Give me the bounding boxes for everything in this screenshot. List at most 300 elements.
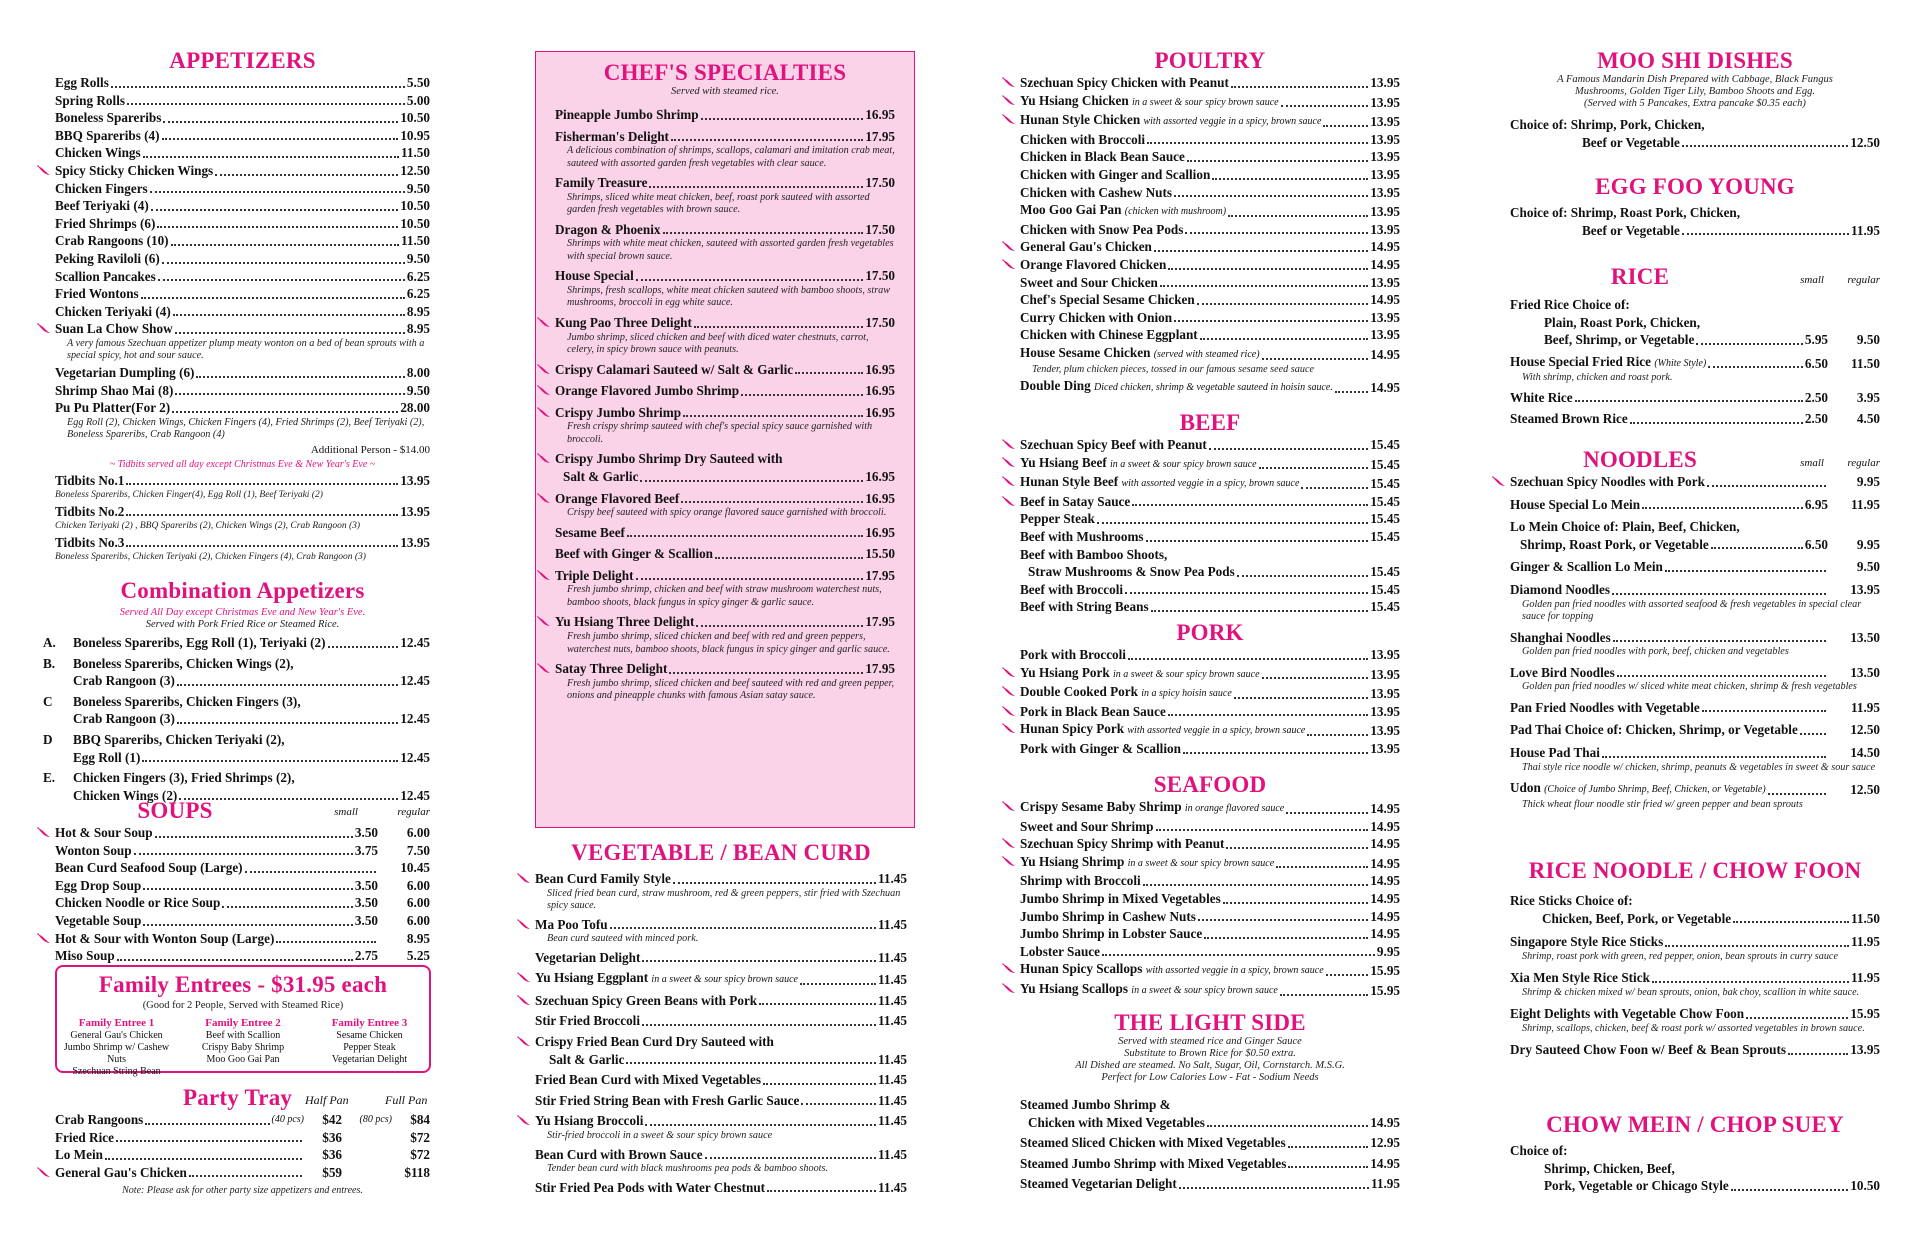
item-name: Szechuan Spicy Beef with Peanut bbox=[1020, 437, 1207, 452]
menu-item-row bbox=[555, 660, 895, 678]
menu-item-row bbox=[55, 894, 430, 912]
menu-item bbox=[1510, 699, 1880, 717]
menu-item-line1 bbox=[1020, 546, 1400, 564]
menu-item bbox=[555, 128, 895, 171]
party-item-name: General Gau's Chicken bbox=[55, 1164, 187, 1180]
item-price: 13.95 bbox=[1370, 309, 1400, 325]
item-name: Tidbits No.3 bbox=[55, 534, 125, 550]
party-half-header: Half Pan bbox=[305, 1093, 349, 1107]
item-price-small: 3.50 bbox=[354, 895, 378, 911]
item-price: 16.95 bbox=[865, 404, 895, 420]
menu-item-row bbox=[1020, 925, 1400, 943]
item-name: Miso Soup bbox=[55, 948, 115, 964]
family-title: Family Entrees - $31.95 each bbox=[98, 972, 388, 997]
menu-item bbox=[535, 1033, 907, 1068]
chowmein-section bbox=[1510, 1112, 1880, 1195]
menu-item-row bbox=[1020, 493, 1400, 511]
family-entree bbox=[57, 1016, 176, 1078]
item-name: Lobster Sauce bbox=[1020, 943, 1100, 959]
item-name: Singapore Style Rice Sticks bbox=[1510, 934, 1664, 950]
menu-item-row bbox=[1020, 111, 1400, 131]
item-name: Chicken with Ginger and Scallion bbox=[1020, 166, 1211, 182]
item-price-small: 2.50 bbox=[1804, 411, 1828, 427]
family-entree-item: Szechuan String Bean bbox=[72, 1066, 161, 1077]
item-name: Ginger & Scallion Lo Mein bbox=[1510, 559, 1663, 575]
party-half-price: $36 bbox=[322, 1147, 342, 1163]
chowmein-line2: Pork, Vegetable or Chicago Style 10.50 bbox=[1544, 1178, 1880, 1194]
item-name: Bean Curd Seafood Soup (Large) bbox=[55, 860, 243, 876]
sub-line: Mushrooms, Golden Tiger Lily, Bamboo Shoots and Egg. bbox=[1575, 86, 1815, 97]
seafood-list bbox=[1020, 798, 1400, 1000]
item-price-regular: 6.00 bbox=[406, 912, 430, 928]
light-list bbox=[1020, 1096, 1400, 1193]
menu-item-row bbox=[1510, 699, 1880, 717]
item-price: 15.95 bbox=[1370, 982, 1400, 998]
chili-pepper-icon bbox=[1002, 838, 1016, 849]
menu-item-row bbox=[1020, 510, 1400, 528]
combo-sub1: Served All Day except Christmas Eve and New Year's Eve. bbox=[119, 607, 366, 618]
item-price-regular: 9.50 bbox=[1856, 559, 1880, 575]
noodles-title: NOODLES bbox=[1583, 447, 1697, 472]
menu-item bbox=[535, 1012, 907, 1030]
family-entree-item: Vegetarian Delight bbox=[331, 1054, 408, 1065]
menu-item-row bbox=[555, 490, 895, 508]
item-price: 11.45 bbox=[878, 1072, 907, 1088]
menu-item-row bbox=[1510, 779, 1880, 799]
pork-title: PORK bbox=[1176, 620, 1244, 645]
menu-item bbox=[1020, 148, 1400, 166]
menu-item bbox=[535, 1071, 907, 1089]
menu-item bbox=[1020, 111, 1400, 131]
menu-item bbox=[1510, 629, 1880, 659]
menu-item bbox=[55, 364, 430, 382]
item-price-small: 2.75 bbox=[354, 948, 378, 964]
item-price-regular: 11.50 bbox=[1851, 355, 1880, 371]
item-name: Chicken with Snow Pea Pods bbox=[1020, 221, 1184, 237]
item-name: Beef with String Beans bbox=[1020, 599, 1149, 615]
party-tray-section bbox=[55, 1085, 430, 1196]
menu-item-row bbox=[1020, 683, 1400, 703]
item-description: Bean curd sauteed with minced pork. bbox=[547, 933, 699, 945]
item-price: 13.95 bbox=[1370, 221, 1400, 237]
chili-pepper-icon bbox=[1002, 963, 1016, 974]
item-price: 11.50 bbox=[1851, 910, 1880, 926]
menu-item bbox=[55, 930, 430, 948]
chili-pepper-icon bbox=[1002, 723, 1016, 734]
chili-pepper-icon bbox=[37, 323, 51, 334]
item-price: 17.95 bbox=[865, 661, 895, 676]
party-item-name: Crab Rangoons bbox=[55, 1112, 144, 1127]
noodles-section bbox=[1510, 447, 1880, 816]
item-description: Jumbo shrimp, sliced chicken and beef with diced water chestnuts, carrot, celery, in spicy brown sauce with peanuts. bbox=[567, 331, 869, 356]
item-description: With shrimp, chicken and roast pork. bbox=[1522, 372, 1673, 384]
item-price: 13.95 bbox=[1370, 149, 1400, 165]
item-name: Kung Pao Three Delight bbox=[555, 314, 692, 330]
menu-item-row bbox=[1020, 646, 1400, 664]
menu-item bbox=[55, 877, 430, 895]
family-entrees-box bbox=[55, 965, 431, 1077]
item-price: 11.95 bbox=[1851, 970, 1880, 986]
item-price: 14.95 bbox=[1370, 292, 1400, 308]
menu-item bbox=[1510, 518, 1880, 553]
item-name: Diamond Noodles bbox=[1510, 581, 1611, 597]
menu-item-row bbox=[1510, 353, 1880, 373]
menu-item bbox=[1020, 798, 1400, 818]
item-name: Double Ding Diced chicken, shrimp & vegetable sauteed in hoisin sauce. bbox=[1020, 378, 1333, 393]
combo-text: Boneless Spareribs, Egg Roll (1), Teriyaki (2) bbox=[73, 635, 326, 650]
item-name: House Sesame Chicken (served with steamed rice) bbox=[1020, 344, 1260, 360]
tidbits-list bbox=[55, 472, 430, 564]
menu-item-line1 bbox=[1020, 1096, 1400, 1114]
ricenoodle-title: RICE NOODLE / CHOW FOON bbox=[1528, 858, 1862, 883]
menu-item bbox=[1510, 969, 1880, 999]
chili-pepper-icon bbox=[517, 995, 531, 1006]
item-price: 16.95 bbox=[865, 107, 895, 122]
party-full-header: Full Pan bbox=[385, 1093, 428, 1107]
family-entrees-columns bbox=[57, 1016, 429, 1078]
family-entree-title: Family Entree 1 bbox=[78, 1017, 155, 1029]
item-price: 13.95 bbox=[1370, 131, 1400, 147]
party-item bbox=[55, 1146, 430, 1164]
menu-item-row bbox=[1020, 890, 1400, 908]
item-name: Salt & Garlic bbox=[549, 1051, 625, 1067]
item-name: Szechuan Spicy Noodles with Pork bbox=[1510, 474, 1705, 489]
combo-price: 12.45 bbox=[400, 635, 430, 650]
item-price: 17.95 bbox=[865, 128, 895, 144]
menu-item bbox=[1020, 510, 1400, 528]
item-description: Tender, plum chicken pieces, tossed in our famous sesame seed sauce bbox=[1032, 363, 1314, 375]
menu-item-row bbox=[535, 1112, 907, 1130]
item-name: Love Bird Noodles bbox=[1510, 664, 1615, 680]
menu-item-line1 bbox=[1510, 892, 1880, 910]
menu-item bbox=[1510, 1041, 1880, 1059]
menu-item bbox=[55, 232, 430, 250]
item-price: 14.95 bbox=[1370, 239, 1400, 255]
menu-item-row bbox=[1020, 798, 1400, 818]
item-name: Chicken with Cashew Nuts bbox=[1020, 184, 1173, 200]
item-name: General Gau's Chicken bbox=[1020, 239, 1152, 255]
menu-item bbox=[55, 824, 430, 842]
item-name: Satay Three Delight bbox=[555, 661, 668, 676]
menu-item bbox=[1020, 683, 1400, 703]
menu-item-row bbox=[1020, 131, 1400, 149]
item-name: Szechuan Spicy Chicken with Peanut bbox=[1020, 75, 1229, 90]
menu-item bbox=[1020, 908, 1400, 926]
item-price: 11.45 bbox=[878, 1113, 907, 1129]
family-entree-item: General Gau's Chicken bbox=[70, 1030, 163, 1041]
item-price-regular: 6.00 bbox=[406, 877, 430, 893]
menu-item bbox=[1020, 1155, 1400, 1173]
poultry-title: POULTRY bbox=[1154, 48, 1266, 73]
item-price-regular: 4.50 bbox=[1856, 411, 1880, 427]
item-price: 15.95 bbox=[1370, 963, 1400, 979]
item-name: Crispy Calamari Sauteed w/ Salt & Garlic bbox=[555, 361, 794, 377]
menu-item bbox=[1020, 454, 1400, 474]
menu-item-row bbox=[1020, 598, 1400, 616]
item-name: Egg Rolls bbox=[55, 75, 109, 90]
chili-pepper-icon bbox=[1002, 856, 1016, 867]
menu-item bbox=[1020, 436, 1400, 454]
party-list bbox=[55, 1111, 430, 1181]
chili-pepper-icon bbox=[37, 165, 51, 176]
item-name: Jumbo Shrimp in Mixed Vegetables bbox=[1020, 890, 1221, 906]
menu-item-row bbox=[55, 320, 430, 338]
menu-item bbox=[55, 859, 430, 877]
chili-pepper-icon bbox=[517, 1036, 531, 1047]
item-name: Hot & Sour Soup bbox=[55, 825, 153, 840]
menu-item-row bbox=[1020, 436, 1400, 454]
menu-item-row bbox=[55, 250, 430, 268]
item-price: 8.95 bbox=[406, 321, 430, 337]
party-full-price: $84 bbox=[410, 1112, 430, 1127]
item-name: Pineapple Jumbo Shrimp bbox=[555, 107, 699, 122]
party-full-price: $72 bbox=[410, 1129, 430, 1145]
item-price: 12.50 bbox=[400, 162, 430, 178]
item-description: Shrimp & chicken mixed w/ bean sprouts, onion, bak choy, scallion in white sauce. bbox=[1522, 986, 1860, 998]
item-description: Thick wheat flour noodle stir fried w/ green pepper and bean sprouts bbox=[1522, 798, 1803, 810]
item-name: Yu Hsiang Eggplant in a sweet & sour spicy brown sauce bbox=[535, 970, 798, 986]
chili-pepper-icon bbox=[1492, 476, 1506, 487]
menu-item bbox=[535, 1092, 907, 1110]
item-price: 6.25 bbox=[406, 286, 430, 302]
item-description: Chicken Teriyaki (2) , BBQ Spareribs (2), Chicken Wings (2), Crab Rangoon (3) bbox=[55, 521, 361, 532]
item-price-small: 6.50 bbox=[1804, 355, 1828, 371]
item-name: Curry Chicken with Onion bbox=[1020, 309, 1173, 325]
item-price: 9.50 bbox=[406, 382, 430, 398]
menu-item-row bbox=[1020, 238, 1400, 256]
family-entree-item: Jumbo Shrimp w/ Cashew Nuts bbox=[63, 1042, 170, 1065]
item-name: House Special Fried Rice (White Style) bbox=[1510, 353, 1707, 369]
item-name: Steamed Jumbo Shrimp with Mixed Vegetables bbox=[1020, 1155, 1287, 1171]
menu-item bbox=[535, 949, 907, 967]
menu-item-row bbox=[1510, 410, 1880, 428]
mooshi-section bbox=[1510, 48, 1880, 151]
item-price-regular: 13.95 bbox=[1850, 581, 1880, 597]
item-description: Tender bean curd with black mushrooms pea pods & bamboo shoots. bbox=[547, 1163, 828, 1175]
menu-item bbox=[1020, 201, 1400, 221]
menu-item-row bbox=[1020, 74, 1400, 92]
menu-item-row bbox=[1020, 309, 1400, 327]
sub-line: Substitute to Brown Rice for $0.50 extra. bbox=[1124, 1048, 1296, 1059]
item-description: Shrimps with white meat chicken, sauteed with assorted garden fresh vegetables with special brown sauce. bbox=[567, 238, 894, 262]
item-name: Pad Thai Choice of: Chicken, Shrimp, or Vegetable bbox=[1510, 722, 1798, 738]
chili-pepper-icon bbox=[1002, 241, 1016, 252]
menu-item bbox=[55, 268, 430, 286]
item-price: 15.45 bbox=[1370, 581, 1400, 597]
sub-line: Served with steamed rice and Ginger Sauce bbox=[1118, 1036, 1302, 1047]
menu-item-row bbox=[55, 197, 430, 215]
item-name: Wonton Soup bbox=[55, 842, 132, 858]
chili-pepper-icon bbox=[537, 453, 551, 464]
item-name: Spicy Sticky Chicken Wings bbox=[55, 162, 214, 178]
menu-item bbox=[555, 106, 895, 124]
menu-item bbox=[1510, 664, 1880, 694]
combo-title: Combination Appetizers bbox=[120, 578, 365, 603]
item-name: Suan La Chow Show bbox=[55, 321, 173, 337]
menu-item-row bbox=[55, 92, 430, 110]
menu-item-row bbox=[55, 859, 430, 877]
combo-letter: D bbox=[43, 731, 53, 747]
chili-pepper-icon bbox=[37, 827, 51, 838]
menu-item bbox=[1510, 892, 1880, 927]
item-price-regular: 11.95 bbox=[1851, 496, 1880, 512]
seafood-section bbox=[1020, 772, 1400, 1000]
combo-letter: B. bbox=[43, 655, 56, 671]
mooshi-sub bbox=[1510, 74, 1880, 110]
pork-section bbox=[1020, 620, 1400, 758]
item-price: 16.95 bbox=[865, 361, 895, 377]
item-price: 17.50 bbox=[865, 314, 895, 330]
soups-small-header: small bbox=[334, 806, 358, 818]
chili-pepper-icon bbox=[517, 873, 531, 884]
item-name: Sesame Beef bbox=[555, 524, 625, 540]
menu-item-row bbox=[55, 382, 430, 400]
item-price: 15.45 bbox=[1370, 564, 1400, 580]
item-name: Steamed Sliced Chicken with Mixed Vegetables bbox=[1020, 1135, 1286, 1151]
item-name: Chicken, Beef, Pork, or Vegetable bbox=[1542, 910, 1732, 926]
combo-line2 bbox=[43, 749, 430, 767]
item-price: 14.95 bbox=[1370, 1155, 1400, 1171]
item-name: Salt & Garlic bbox=[563, 468, 639, 484]
menu-item-row bbox=[55, 144, 430, 162]
light-sub bbox=[1020, 1036, 1400, 1084]
item-name: Szechuan Spicy Shrimp with Peanut bbox=[1020, 836, 1225, 852]
menu-item-row bbox=[555, 221, 895, 239]
item-price: 13.95 bbox=[1370, 666, 1400, 682]
menu-item-row bbox=[555, 382, 895, 400]
menu-item-row bbox=[1020, 835, 1400, 853]
item-description: Thai style rice noodle w/ chicken, shrimp, peanuts & vegetables in sweet & sour sauce bbox=[1522, 761, 1876, 773]
menu-item bbox=[555, 660, 895, 703]
family-entree-item: Beef with Scallion bbox=[205, 1030, 281, 1041]
veg-list bbox=[535, 870, 907, 1196]
menu-item bbox=[55, 842, 430, 860]
menu-item bbox=[55, 162, 430, 180]
item-name: Double Cooked Pork in a spicy hoisin sauce bbox=[1020, 684, 1232, 700]
item-description: Shrimp, roast pork with green, red pepper, onion, bean sprouts in curry sauce bbox=[1522, 950, 1838, 962]
chili-pepper-icon bbox=[1002, 259, 1016, 270]
item-price: 13.95 bbox=[1850, 1042, 1880, 1058]
light-section bbox=[1020, 1010, 1400, 1196]
menu-item-row bbox=[555, 524, 895, 542]
item-name: Steamed Vegetarian Delight bbox=[1020, 1176, 1177, 1192]
item-description: Fresh jumbo shrimp, sliced chicken and beef with red and green peppers, waterchest nuts, bamboo shoots, black fungus in spicy ginger and garlic sauce. bbox=[567, 631, 890, 655]
item-description: Fresh crispy shrimp sauteed with chef's special spicy sauce garnished with broccoli. bbox=[567, 421, 873, 445]
combo-text: Boneless Spareribs, Chicken Wings (2), bbox=[73, 655, 294, 671]
item-price: 15.95 bbox=[1850, 1006, 1880, 1022]
item-name: Chicken with Broccoli bbox=[1020, 131, 1146, 147]
soups-section bbox=[55, 798, 430, 965]
rice-section bbox=[1510, 264, 1880, 432]
item-price-small: 3.50 bbox=[354, 877, 378, 893]
noodles-list bbox=[1510, 473, 1880, 811]
combo-letter: A. bbox=[43, 635, 56, 650]
menu-item-row bbox=[1510, 721, 1880, 739]
item-price-small: 6.50 bbox=[1804, 536, 1828, 552]
noodles-small-header: small bbox=[1800, 457, 1824, 469]
item-name: Yu Hsiang Three Delight bbox=[555, 614, 695, 630]
chili-pepper-icon bbox=[537, 616, 551, 627]
menu-item-row bbox=[1510, 969, 1880, 987]
menu-item bbox=[1020, 943, 1400, 961]
menu-item bbox=[535, 916, 907, 946]
chili-pepper-icon bbox=[537, 317, 551, 328]
item-name: Yu Hsiang Pork in a sweet & sour spicy brown sauce bbox=[1020, 664, 1260, 680]
menu-item-row bbox=[55, 109, 430, 127]
item-name: Crispy Sesame Baby Shrimp in orange flavored sauce bbox=[1020, 799, 1285, 814]
item-price: 10.50 bbox=[400, 110, 430, 126]
chili-pepper-icon bbox=[1002, 457, 1016, 468]
menu-item-row bbox=[555, 128, 895, 146]
menu-item bbox=[55, 534, 430, 564]
item-name: Chicken Noodle or Rice Soup bbox=[55, 895, 221, 911]
menu-item-row bbox=[1020, 818, 1400, 836]
menu-item-row bbox=[55, 947, 430, 965]
item-name: Scallion Pancakes bbox=[55, 268, 156, 284]
item-price: 14.95 bbox=[1370, 346, 1400, 362]
item-name: Chicken Teriyaki (4) bbox=[55, 303, 171, 319]
menu-item bbox=[1020, 925, 1400, 943]
item-name: Family Treasure bbox=[555, 175, 648, 191]
veg-title: VEGETABLE / BEAN CURD bbox=[571, 840, 871, 865]
menu-item bbox=[555, 545, 895, 563]
item-name: Beef with Ginger & Scallion bbox=[555, 546, 713, 562]
sub-line: (Served with 5 Pancakes, Extra pancake $0.35 each) bbox=[1584, 98, 1806, 109]
item-name: Peking Raviloli (6) bbox=[55, 250, 160, 266]
menu-item-row bbox=[535, 916, 907, 934]
chili-pepper-icon bbox=[1002, 686, 1016, 697]
item-name: White Rice bbox=[1510, 389, 1573, 405]
item-name: Chicken with Chinese Eggplant bbox=[1020, 327, 1198, 343]
item-name: BBQ Spareribs (4) bbox=[55, 127, 160, 143]
menu-item bbox=[535, 969, 907, 989]
item-name: Yu Hsiang Chicken in a sweet & sour spicy brown sauce bbox=[1020, 92, 1279, 108]
menu-item bbox=[535, 1146, 907, 1176]
party-item bbox=[55, 1111, 430, 1129]
family-sub: (Good for 2 People, Served with Steamed Rice) bbox=[142, 1000, 344, 1011]
item-name: Beef with Broccoli bbox=[1020, 581, 1124, 597]
menu-item-row bbox=[1020, 166, 1400, 184]
menu-item-row bbox=[55, 215, 430, 233]
sub-line: All Dished are steamed. No Salt, Sugar, Oil, Cornstarch. M.S.G. bbox=[1075, 1060, 1345, 1071]
menu-item-row bbox=[55, 162, 430, 180]
chili-pepper-icon bbox=[1002, 114, 1016, 125]
menu-item-row bbox=[1020, 221, 1400, 239]
menu-item bbox=[1020, 528, 1400, 546]
item-name: Shrimp Shao Mai (8) bbox=[55, 382, 174, 398]
soups-regular-header: regular bbox=[397, 806, 430, 818]
menu-item-row bbox=[535, 1179, 907, 1197]
beef-list bbox=[1020, 436, 1400, 616]
party-item-name: Fried Rice bbox=[55, 1129, 114, 1145]
family-entree bbox=[183, 1016, 302, 1078]
menu-item-row bbox=[55, 127, 430, 145]
combo-line1 bbox=[43, 731, 430, 749]
combo-price: 12.45 bbox=[400, 787, 430, 803]
party-item bbox=[55, 1164, 430, 1182]
family-entree-title: Family Entree 3 bbox=[331, 1017, 408, 1029]
chili-pepper-icon bbox=[1002, 95, 1016, 106]
menu-item bbox=[1020, 256, 1400, 274]
item-price: 13.95 bbox=[1370, 327, 1400, 343]
menu-item-row bbox=[1510, 933, 1880, 951]
item-price: 13.95 bbox=[400, 472, 430, 488]
menu-item-row bbox=[555, 314, 895, 332]
chili-pepper-icon bbox=[1002, 706, 1016, 717]
item-price: 15.45 bbox=[1370, 528, 1400, 544]
menu-item-row bbox=[1510, 664, 1880, 682]
menu-item-row bbox=[1510, 581, 1880, 599]
